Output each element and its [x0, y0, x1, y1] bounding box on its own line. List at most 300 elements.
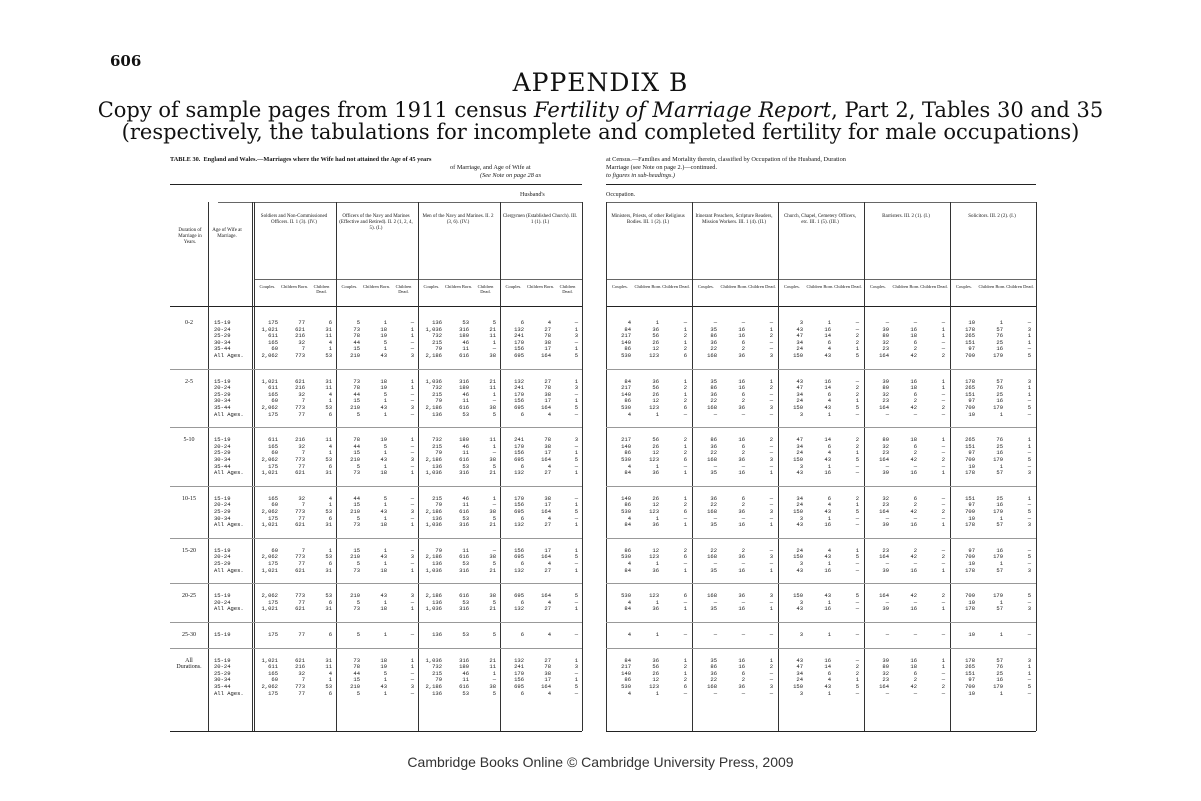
table-cell: 4	[627, 410, 631, 418]
table-cell: 1	[410, 377, 414, 385]
table-cell: —	[769, 494, 773, 502]
table-cell: 43	[380, 508, 387, 515]
table-cell: —	[913, 319, 917, 326]
table-cell: —	[574, 689, 578, 697]
table-cell: 179	[993, 553, 1003, 561]
table-cell: 86	[624, 345, 631, 353]
table-cell: 86	[624, 501, 631, 509]
table-cell: 1	[827, 410, 831, 418]
table-cell: —	[683, 689, 687, 697]
column-header: Children Born.	[527, 284, 554, 289]
table-cell: 6	[520, 598, 524, 606]
table-cell: 136	[432, 689, 442, 697]
table-cell: 6	[520, 319, 524, 326]
table-cell: —	[855, 462, 859, 470]
table-cell: 16	[996, 449, 1003, 457]
table-cell: 36	[738, 404, 745, 411]
table-cell: 43	[824, 456, 831, 463]
table-cell: —	[885, 631, 889, 638]
table-cell: 1	[999, 631, 1003, 638]
duration-label: 10-15	[182, 495, 196, 502]
age-label: 15-19	[214, 319, 231, 326]
table-cell: 6	[683, 592, 687, 600]
table-cell: 32	[298, 338, 305, 346]
table-cell: 265	[965, 332, 975, 340]
table-cell: 36	[710, 442, 717, 450]
copyright-footer: Cambridge Books Online © Cambridge University Press, 2009	[407, 754, 794, 770]
table-cell: 165	[268, 390, 278, 398]
table-cell: 16	[738, 436, 745, 444]
table-cell: 36	[738, 683, 745, 690]
table-cell: —	[410, 410, 414, 418]
table-cell: 1	[574, 521, 578, 529]
table-cell: 3	[410, 592, 414, 600]
column-header: Children Born.	[806, 284, 834, 289]
table-cell: 164	[879, 508, 889, 515]
table-cell: 1	[999, 462, 1003, 470]
table-cell: 17	[544, 345, 551, 353]
table-cell: 1	[1027, 332, 1031, 340]
table-cell: 76	[996, 436, 1003, 444]
table-cell: 2,186	[425, 352, 442, 359]
table-cell: 1	[683, 377, 687, 385]
table-cell: 168	[707, 508, 717, 515]
table-cell: 78	[353, 663, 360, 671]
table-cell: 60	[271, 676, 278, 684]
table-cell: —	[713, 462, 717, 470]
table-cell: 11	[325, 332, 332, 340]
table-cell: —	[1027, 410, 1031, 418]
table-cell: 36	[738, 456, 745, 463]
table-cell: 4	[827, 676, 831, 684]
group-header-right: Barristers. III. 2 (1). (I.)	[882, 214, 930, 219]
table-cell: 164	[541, 508, 551, 515]
table-cell: 1,036	[425, 656, 442, 664]
table-cell: 1,021	[261, 566, 278, 574]
age-label: 15-19	[214, 436, 231, 444]
table-cell: —	[574, 631, 578, 638]
table-cell: 38	[544, 442, 551, 450]
age-label: 15-19	[214, 656, 231, 664]
table-cell: 1	[383, 345, 387, 353]
table-cell: 165	[268, 442, 278, 450]
table-cell: 11	[462, 449, 469, 457]
column-rule	[582, 202, 583, 731]
table-cell: 2	[855, 436, 859, 444]
age-label: All Ages.	[214, 469, 244, 477]
table-cell: 6	[328, 560, 332, 567]
table-cell: 1	[941, 566, 945, 574]
table-cell: 16	[910, 377, 917, 385]
table-cell: 35	[710, 605, 717, 613]
table-cell: —	[855, 598, 859, 606]
table-cell: 97	[968, 501, 975, 509]
table-cell: 79	[435, 397, 442, 405]
table-cell: 14	[824, 384, 831, 392]
table-cell: 1	[941, 521, 945, 529]
table-cell: —	[941, 689, 945, 697]
table-cell: 150	[793, 404, 803, 411]
table-cell: 316	[459, 656, 469, 664]
table-cell: —	[855, 377, 859, 385]
table-cell: 5	[492, 514, 496, 522]
table-cell: 21	[489, 521, 496, 529]
table-cell: 5	[1027, 456, 1031, 463]
block-rule	[606, 583, 1036, 584]
table-cell: 2	[741, 546, 745, 554]
table-cell: 26	[652, 442, 659, 450]
table-cell: 3	[769, 352, 773, 359]
table-cell: —	[855, 605, 859, 613]
table-cell: 43	[796, 605, 803, 613]
table-cell: 79	[435, 501, 442, 509]
table-cell: 97	[968, 676, 975, 684]
table-cell: 18	[380, 566, 387, 574]
table-cell: —	[769, 560, 773, 567]
table-cell: 15	[353, 501, 360, 509]
table-cell: 530	[621, 456, 631, 463]
table-cell: 241	[514, 384, 524, 392]
table-cell: 11	[325, 663, 332, 671]
table-cell: 3	[574, 332, 578, 340]
table-cell: —	[769, 442, 773, 450]
table-cell: 73	[353, 469, 360, 477]
table-cell: 18	[910, 384, 917, 392]
table-cell: 156	[514, 546, 524, 554]
table-cell: 32	[882, 442, 889, 450]
table-cell: 4	[328, 494, 332, 502]
table-cell: 164	[541, 592, 551, 600]
table-cell: 5	[855, 553, 859, 561]
table-cell: 16	[910, 325, 917, 333]
table-cell: 80	[882, 663, 889, 671]
table-cell: 216	[295, 384, 305, 392]
table-cell: 132	[514, 656, 524, 664]
table-cell: —	[885, 319, 889, 326]
table-cell: 2	[855, 390, 859, 398]
table-cell: 60	[271, 345, 278, 353]
column-header: Couples.	[612, 284, 628, 289]
table-cell: 3	[769, 404, 773, 411]
table-cell: 3	[574, 663, 578, 671]
table-cell: 4	[827, 501, 831, 509]
table-cell: —	[574, 494, 578, 502]
table-cell: 616	[459, 404, 469, 411]
table-cell: 695	[514, 683, 524, 690]
table-cell: 36	[652, 377, 659, 385]
table-cell: —	[1027, 462, 1031, 470]
table-cell: 86	[710, 384, 717, 392]
table-cell: 164	[541, 553, 551, 561]
table-cell: 12	[652, 676, 659, 684]
table-cell: 265	[965, 663, 975, 671]
table-cell: 1	[941, 656, 945, 664]
table-cell: 46	[462, 442, 469, 450]
table-cell: 2,062	[261, 352, 278, 359]
table-cell: —	[941, 501, 945, 509]
table-cell: 53	[462, 514, 469, 522]
table-cell: 2	[769, 436, 773, 444]
duration-label: 2-5	[185, 378, 193, 385]
table-cell: —	[769, 676, 773, 684]
table-cell: 2	[683, 663, 687, 671]
table-cell: 316	[459, 605, 469, 613]
table-cell: 43	[824, 553, 831, 561]
table-cell: 150	[793, 352, 803, 359]
table-cell: 215	[432, 338, 442, 346]
page-number: 606	[110, 52, 142, 70]
table-cell: 732	[432, 663, 442, 671]
table-cell: —	[574, 442, 578, 450]
table-cell: 1	[410, 384, 414, 392]
table-cell: 1	[383, 319, 387, 326]
table-cell: 11	[489, 436, 496, 444]
table-cell: 1	[827, 560, 831, 567]
table-cell: 2	[913, 546, 917, 554]
table-cell: —	[741, 514, 745, 522]
table-cell: 2	[683, 384, 687, 392]
table-cell: 18	[380, 521, 387, 529]
table-cell: 168	[707, 352, 717, 359]
table-cell: —	[769, 514, 773, 522]
table-cell: 43	[824, 352, 831, 359]
table-cell: 1	[827, 462, 831, 470]
table-cell: 38	[489, 683, 496, 690]
table-cell: —	[855, 514, 859, 522]
table-cell: 16	[996, 501, 1003, 509]
table-cell: 39	[882, 325, 889, 333]
age-label: 35-44	[214, 462, 231, 470]
table-cell: 6	[683, 352, 687, 359]
table-cell: 6	[328, 319, 332, 326]
table-cell: 151	[965, 390, 975, 398]
table-cell: 695	[514, 352, 524, 359]
table-cell: 3	[769, 683, 773, 690]
table-cell: 316	[459, 377, 469, 385]
table-cell: 1	[574, 469, 578, 477]
table-cell: 21	[489, 605, 496, 613]
table-cell: 1	[1027, 390, 1031, 398]
table-cell: 175	[268, 598, 278, 606]
table-cell: 164	[879, 352, 889, 359]
table-cell: 1	[655, 689, 659, 697]
table-cell: 709	[965, 553, 975, 561]
table-cell: 5	[383, 338, 387, 346]
table-cell: 57	[996, 469, 1003, 477]
table-cell: —	[1027, 689, 1031, 697]
table-cell: 1	[492, 494, 496, 502]
table-cell: 150	[793, 553, 803, 561]
table-cell: 3	[410, 352, 414, 359]
table-cell: 16	[738, 663, 745, 671]
table-cell: 123	[649, 683, 659, 690]
age-label: 20-24	[214, 663, 231, 671]
table-cell: 210	[350, 404, 360, 411]
table-cell: 16	[910, 469, 917, 477]
table-cell: 11	[462, 397, 469, 405]
table-caption-right: at Census.—Families and Mortality therein, classified by Occupation of the Husband, Duration	[606, 156, 846, 163]
table-cell: 78	[544, 663, 551, 671]
table-cell: 10	[968, 689, 975, 697]
table-cell: —	[1027, 676, 1031, 684]
table-cell: —	[769, 319, 773, 326]
table-cell: 773	[295, 456, 305, 463]
table-cell: 3	[410, 683, 414, 690]
table-cell: 6	[328, 689, 332, 697]
table-cell: —	[1027, 514, 1031, 522]
block-rule	[170, 427, 582, 428]
table-cell: 44	[353, 669, 360, 677]
table-cell: 151	[965, 669, 975, 677]
table-cell: 1	[999, 410, 1003, 418]
table-cell: 97	[968, 449, 975, 457]
table-cell: —	[941, 669, 945, 677]
table-cell: 6	[328, 631, 332, 638]
table-cell: 46	[462, 390, 469, 398]
column-header: Children Born.	[720, 284, 748, 289]
table-cell: 21	[489, 377, 496, 385]
table-cell: 215	[432, 390, 442, 398]
table-cell: 35	[710, 566, 717, 574]
table-cell: 1	[855, 546, 859, 554]
table-cell: 38	[489, 592, 496, 600]
table-cell: 77	[298, 598, 305, 606]
table-cell: 6	[827, 494, 831, 502]
table-cell: 210	[350, 683, 360, 690]
table-cell: —	[713, 689, 717, 697]
table-cell: 164	[541, 683, 551, 690]
table-cell: 1	[328, 501, 332, 509]
table-cell: 5	[855, 683, 859, 690]
table-cell: 5	[492, 560, 496, 567]
table-cell: —	[769, 669, 773, 677]
table-cell: 5	[574, 553, 578, 561]
table-cell: 11	[462, 501, 469, 509]
table-cell: 36	[710, 338, 717, 346]
table-cell: 24	[796, 546, 803, 554]
table-cell: 16	[910, 605, 917, 613]
age-label: 15-19	[214, 546, 231, 554]
table-cell: 31	[325, 325, 332, 333]
table-cell: 616	[459, 352, 469, 359]
table-cell: 170	[514, 442, 524, 450]
table-cell: 156	[514, 676, 524, 684]
table-cell: 2	[941, 553, 945, 561]
table-cell: 42	[910, 592, 917, 600]
table-cell: 2,062	[261, 592, 278, 600]
table-cell: 14	[824, 663, 831, 671]
table-cell: 178	[965, 521, 975, 529]
table-cell: 5	[1027, 592, 1031, 600]
table-cell: —	[713, 319, 717, 326]
column-header: Children Dead.	[477, 284, 494, 294]
table-cell: 19	[380, 384, 387, 392]
table-cell: 5	[574, 683, 578, 690]
table-cell: 530	[621, 508, 631, 515]
table-cell: 17	[544, 449, 551, 457]
table-cell: —	[941, 494, 945, 502]
table-cell: 11	[489, 332, 496, 340]
table-cell: 18	[380, 325, 387, 333]
table-cell: 36	[738, 352, 745, 359]
table-cell: 53	[325, 592, 332, 600]
table-cell: 5	[1027, 553, 1031, 561]
table-cell: 2	[913, 449, 917, 457]
table-cell: 44	[353, 390, 360, 398]
age-label: 15-19	[214, 631, 231, 638]
table-cell: 1	[410, 332, 414, 340]
column-rule	[252, 202, 253, 731]
table-cell: —	[713, 631, 717, 638]
age-label: All Ages.	[214, 352, 244, 359]
table-cell: 6	[827, 338, 831, 346]
table-cell: 35	[710, 656, 717, 664]
table-cell: 79	[435, 449, 442, 457]
table-cell: —	[410, 676, 414, 684]
table-cell: 178	[965, 656, 975, 664]
table-cell: 178	[965, 605, 975, 613]
table-cell: 1	[941, 469, 945, 477]
table-cell: 3	[574, 436, 578, 444]
table-cell: 26	[652, 338, 659, 346]
table-cell: 621	[295, 521, 305, 529]
table-cell: —	[769, 598, 773, 606]
table-cell: 43	[380, 352, 387, 359]
column-header: Children Dead.	[559, 284, 576, 294]
table-cell: 53	[462, 560, 469, 567]
table-cell: 86	[710, 436, 717, 444]
table-cell: 4	[547, 462, 551, 470]
table-cell: 140	[621, 338, 631, 346]
table-cell: —	[741, 689, 745, 697]
table-cell: 86	[710, 663, 717, 671]
table-cell: 709	[965, 352, 975, 359]
table-cell: 84	[624, 377, 631, 385]
table-cell: 27	[544, 656, 551, 664]
table-cell: 621	[295, 566, 305, 574]
table-cell: 1	[410, 325, 414, 333]
table-cell: 175	[268, 560, 278, 567]
table-caption-left-2: of Marriage, and Age of Wife at	[450, 164, 531, 171]
table-cell: 32	[882, 338, 889, 346]
table-cell: 1	[683, 338, 687, 346]
table-cell: 2	[683, 436, 687, 444]
table-cell: 78	[353, 332, 360, 340]
table-cell: —	[769, 501, 773, 509]
table-cell: 38	[489, 508, 496, 515]
table-cell: —	[941, 598, 945, 606]
table-cell: 16	[996, 676, 1003, 684]
block-rule	[606, 427, 1036, 428]
table-cell: 1	[999, 319, 1003, 326]
table-cell: 78	[544, 436, 551, 444]
table-cell: 709	[965, 683, 975, 690]
table-cell: 1	[1027, 669, 1031, 677]
table-cell: 164	[541, 456, 551, 463]
block-rule	[170, 369, 582, 370]
table-cell: 7	[301, 449, 305, 457]
table-cell: 42	[910, 683, 917, 690]
age-label: All Ages.	[214, 566, 244, 574]
table-cell: 5	[356, 410, 360, 418]
table-cell: 1,021	[261, 605, 278, 613]
table-cell: 2	[941, 456, 945, 463]
table-cell: 175	[268, 319, 278, 326]
table-cell: 1,021	[261, 377, 278, 385]
table-cell: 5	[574, 404, 578, 411]
table-cell: 42	[910, 404, 917, 411]
table-cell: 1	[328, 546, 332, 554]
